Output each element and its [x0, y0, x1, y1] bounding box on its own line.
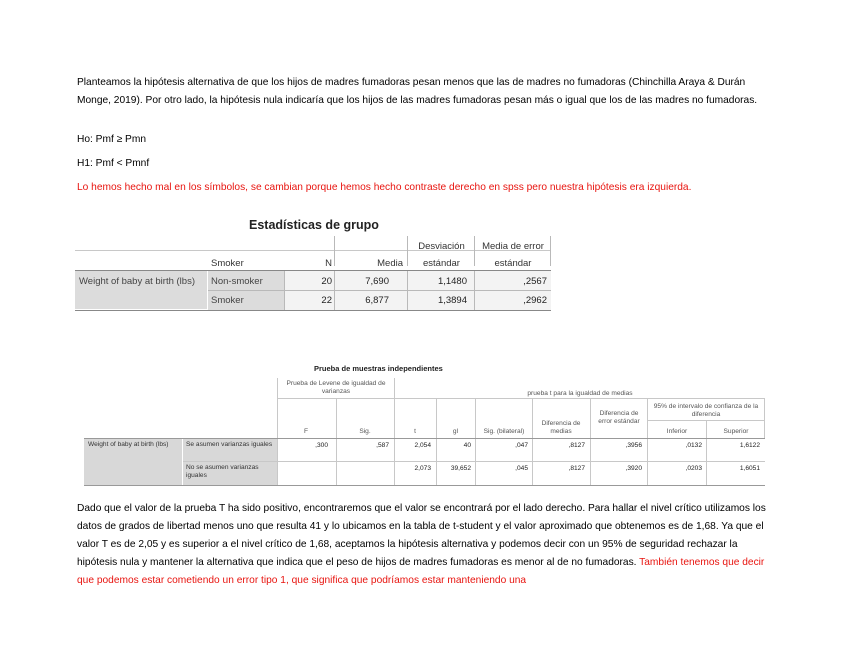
- col-f: F: [303, 428, 309, 435]
- col-dif-med: Diferencia de medias: [541, 420, 581, 435]
- condition-label: No se asumen varianzas iguales: [186, 464, 259, 479]
- table-title: Prueba de muestras independientes: [314, 364, 443, 373]
- ci-header: 95% de intervalo de confianza de la diferencia: [653, 403, 759, 418]
- table-cell: 1,3894: [437, 295, 467, 306]
- intro-paragraph: Planteamos la hipótesis alternativa de que los hijos de madres fumadoras pesan menos que las de madres no fumadoras (Chinchilla Araya & Durán Monge, 2019). Por otro lado, la hipótesis nula indicaría que los hijos de las madres fumadoras pesan más o igual que los de las madres no fumadoras.: [77, 77, 758, 106]
- table-cell: 2,054: [414, 442, 431, 449]
- col-desv-2: estándar: [423, 258, 460, 269]
- col-err-1: Media de error: [482, 241, 544, 252]
- col-sig-bil: Sig. (bilateral): [483, 428, 525, 435]
- group-label: Smoker: [211, 295, 244, 306]
- condition-label: Se asumen varianzas iguales: [186, 441, 273, 448]
- table-cell: ,2962: [523, 295, 547, 306]
- ttest-header: prueba t para la igualdad de medias: [527, 390, 633, 397]
- conclusion-paragraph: [77, 500, 775, 590]
- col-dif-err: Diferencia de error estándar: [598, 410, 640, 425]
- table-cell: ,587: [376, 442, 389, 449]
- table-cell: ,0203: [685, 465, 702, 472]
- group-label: Non-smoker: [211, 276, 263, 287]
- table-cell: 40: [463, 442, 471, 449]
- table-cell: 20: [321, 276, 332, 287]
- table-cell: 1,1480: [437, 276, 467, 287]
- conclusion-note: También tenemos que decir que podemos estar cometiendo un error tipo 1, que significa que podríamos estar manteniendo una: [77, 557, 765, 586]
- col-sup: Superior: [723, 428, 749, 435]
- table-cell: ,3920: [625, 465, 642, 472]
- col-err-2: estándar: [494, 258, 532, 269]
- alternative-hypothesis: H1: Pmf < Pmnf: [77, 158, 150, 169]
- col-desv-1: Desviación: [418, 241, 465, 252]
- correction-note: Lo hemos hecho mal en los símbolos, se cambian porque hemos hecho contraste derecho en spss pero nuestra hipótesis era izquierda.: [77, 182, 692, 193]
- col-n: N: [325, 258, 332, 269]
- col-smoker: Smoker: [211, 258, 244, 269]
- table-cell: 2,073: [414, 465, 431, 472]
- row-label: Weight of baby at birth (lbs): [88, 441, 169, 448]
- table-cell: 22: [321, 295, 332, 306]
- table-cell: 6,877: [365, 295, 389, 306]
- col-sig: Sig.: [359, 428, 371, 435]
- levene-header: Prueba de Levene de igualdad de varianzas: [286, 380, 386, 395]
- table-title: Estadísticas de grupo: [249, 218, 379, 232]
- col-t: t: [414, 428, 416, 435]
- table-cell: 1,6051: [739, 465, 760, 472]
- conclusion-text: Dado que el valor de la prueba T ha sido positivo, encontraremos que el valor se encontrará por el lado derecho. Para hallar el nivel crítico utilizamos los datos de grados de libertad menos uno que resulta 41 y lo ubicamos en la tabla de t-student y el valor aproximado que obtenemos es de 1,68. Ya que el valor T es de 2,05 y es superior a el nivel crítico de 1,68, aceptamos la hipótesis alternativa y podemos decir con un 95% de seguridad rechazar la hipótesis nula y mantener la alternativa que indica que el peso de hijos de madres fumadoras es menor al de no fumadoras.: [77, 503, 766, 568]
- table-cell: 7,690: [365, 276, 389, 287]
- null-hypothesis: Ho: Pmf ≥ Pmn: [77, 134, 146, 145]
- table-cell: 1,6122: [739, 442, 760, 449]
- row-label: Weight of baby at birth (lbs): [79, 276, 195, 287]
- table-cell: ,300: [315, 442, 328, 449]
- table-cell: ,8127: [568, 442, 585, 449]
- table-cell: ,2567: [523, 276, 547, 287]
- table-cell: ,045: [515, 465, 528, 472]
- table-cell: ,0132: [685, 442, 702, 449]
- table-cell: ,047: [515, 442, 528, 449]
- col-gl: gl: [452, 428, 459, 435]
- table-cell: ,8127: [568, 465, 585, 472]
- col-inf: Inferior: [666, 428, 688, 435]
- table-cell: 39,652: [450, 465, 471, 472]
- col-media: Media: [377, 258, 403, 269]
- table-cell: ,3956: [625, 442, 642, 449]
